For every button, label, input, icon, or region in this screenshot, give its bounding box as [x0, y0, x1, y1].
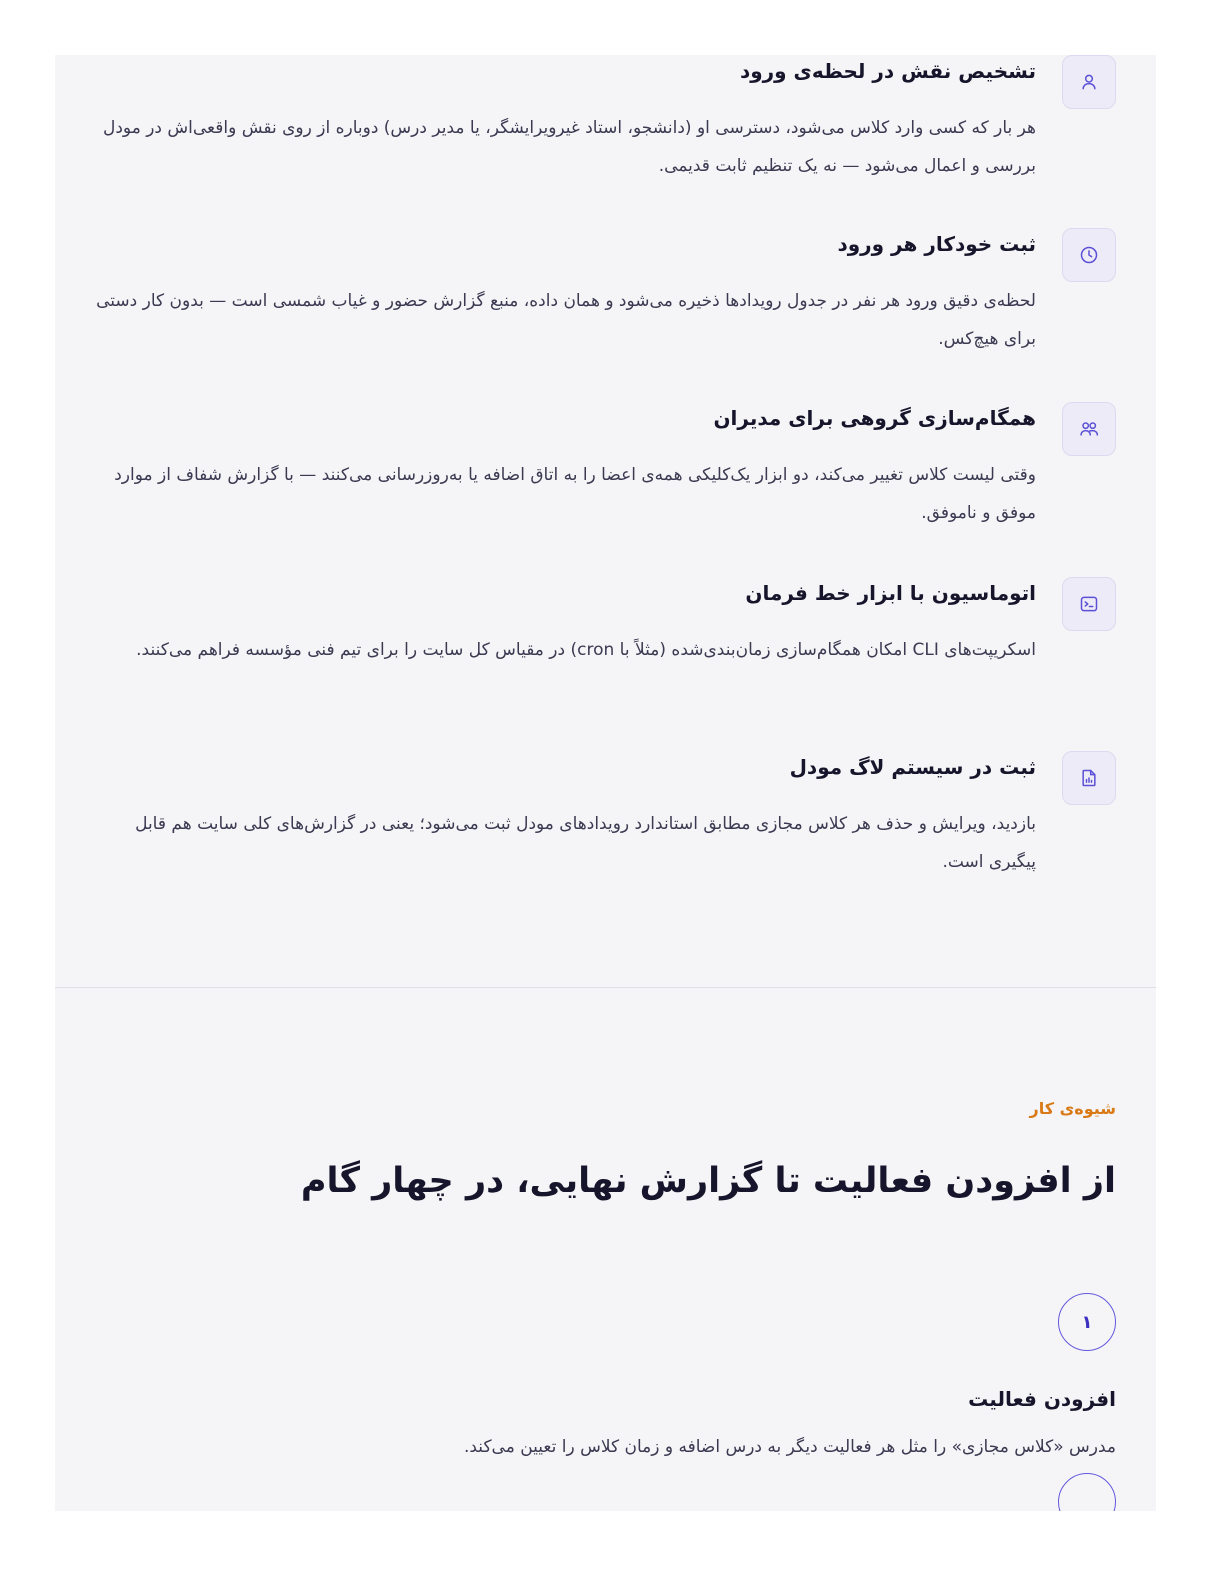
step-description: مدرس «کلاس مجازی» را مثل هر فعالیت دیگر به درس اضافه و زمان کلاس را تعیین می‌کند.	[463, 1437, 1116, 1457]
feature-description: وقتی لیست کلاس تغییر می‌کند، دو ابزار یک‌کلیکی همه‌ی اعضا را به اتاق اضافه یا به‌روزرسانی می‌کنند — با گزارش شفاف از موارد موفق و ناموفق.	[114, 465, 1036, 523]
feature-title: اتوماسیون با ابزار خط فرمان	[745, 581, 1036, 605]
terminal-icon	[1079, 594, 1099, 614]
feature-icon-box	[1062, 402, 1116, 456]
feature-title: تشخیص نقش در لحظه‌ی ورود	[739, 59, 1036, 83]
feature-title: ثبت در سیستم لاگ مودل	[789, 755, 1036, 779]
feature-description: بازدید، ویرایش و حذف هر کلاس مجازی مطابق استاندارد رویدادهای مودل ثبت می‌شود؛ یعنی در گزارش‌های کلی سایت هم قابل پیگیری است.	[135, 814, 1036, 872]
section-title: از افزودن فعالیت تا گزارش نهایی، در چهار گام	[300, 1161, 1116, 1201]
feature-icon-box	[1062, 55, 1116, 109]
feature-description: هر بار که کسی وارد کلاس می‌شود، دسترسی او (دانشجو، استاد غیرویرایشگر، یا مدیر درس) دوباره از روی نقش واقعی‌اش در مودل بررسی و اعمال می‌شود — نه یک تنظیم ثابت قدیمی.	[103, 118, 1036, 176]
step-title: افزودن فعالیت	[968, 1387, 1116, 1411]
feature-description: لحظه‌ی دقیق ورود هر نفر در جدول رویدادها ذخیره می‌شود و همان داده، منبع گزارش حضور و غیاب شمسی است — بدون کار دستی برای هیچ‌کس.	[96, 291, 1036, 349]
user-icon	[1079, 72, 1099, 92]
features-list	[55, 55, 1156, 987]
feature-icon-box	[1062, 577, 1116, 631]
section-eyebrow: شیوه‌ی کار	[1029, 1099, 1116, 1118]
section-divider	[55, 987, 1156, 988]
feature-title: ثبت خودکار هر ورود	[837, 232, 1036, 256]
step-number-badge: ۱	[1058, 1293, 1116, 1351]
chart-file-icon	[1079, 768, 1099, 788]
page	[55, 55, 1156, 1511]
users-icon	[1079, 419, 1099, 439]
feature-description: اسکریپت‌های CLI امکان همگام‌سازی زمان‌بندی‌شده (مثلاً با cron) در مقیاس کل سایت را برای تیم فنی مؤسسه فراهم می‌کنند.	[136, 640, 1036, 660]
clock-icon	[1079, 245, 1099, 265]
feature-icon-box	[1062, 751, 1116, 805]
feature-title: همگام‌سازی گروهی برای مدیران	[713, 406, 1036, 430]
feature-icon-box	[1062, 228, 1116, 282]
step-number-badge-next	[1058, 1473, 1116, 1511]
